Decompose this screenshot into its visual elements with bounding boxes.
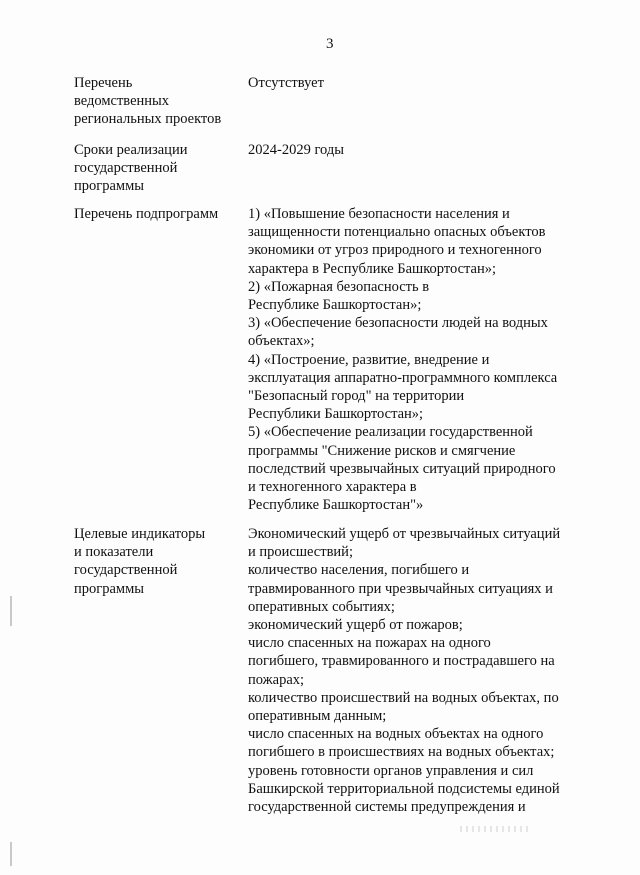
- value-line: пожарах;: [248, 671, 305, 688]
- value-line: Башкирской территориальной подсистемы единой: [248, 780, 560, 797]
- value-line: уровень готовности органов управления и сил: [248, 762, 534, 779]
- value-line: эксплуатация аппаратно-программного комплекса: [248, 369, 558, 386]
- value-line: "Безопасный город" на территории: [248, 388, 465, 405]
- value-line: последствий чрезвычайных ситуаций природного: [248, 460, 556, 477]
- label-line: Перечень подпрограмм: [74, 206, 219, 222]
- value-line: число спасенных на пожарах на одного: [248, 635, 491, 652]
- value-line: характера в Республике Башкортостан»;: [248, 260, 496, 277]
- value-line: экономический ущерб от пожаров;: [248, 617, 463, 634]
- row-label: [74, 74, 244, 129]
- value-line: 5) «Обеспечение реализации государственной: [248, 424, 533, 441]
- label-line: Перечень: [74, 75, 133, 91]
- row-value: [248, 205, 608, 514]
- row-label: [74, 525, 244, 598]
- value-line: погибшего в происшествиях на водных объектах;: [248, 744, 555, 761]
- scan-noise: [460, 826, 530, 832]
- row-label: [74, 141, 244, 196]
- value-line: травмированного при чрезвычайных ситуациях и: [248, 580, 553, 597]
- label-line: и показатели: [74, 544, 154, 561]
- value-line: программы "Снижение рисков и смягчение: [248, 442, 516, 459]
- label-line: региональных проектов: [74, 111, 222, 128]
- label-line: государственной: [74, 562, 178, 579]
- row-label: [74, 205, 244, 223]
- value-line: экономики от угроз природного и техногенного: [248, 242, 542, 259]
- value-line: Республики Башкортостан»;: [248, 406, 424, 423]
- value-line: 1) «Повышение безопасности населения и: [248, 206, 510, 222]
- value-line: погибшего, травмированного и пострадавшего на: [248, 653, 555, 670]
- row-value: [248, 525, 608, 816]
- label-line: программы: [74, 580, 144, 597]
- value-line: 2024-2029 годы: [248, 142, 344, 158]
- value-line: и техногенного характера в: [248, 479, 417, 496]
- value-line: объектах»;: [248, 333, 315, 350]
- scan-edge-mark: [10, 596, 12, 626]
- label-line: Сроки реализации: [74, 142, 188, 158]
- value-line: Республике Башкортостан»;: [248, 297, 422, 314]
- value-line: число спасенных на водных объектах на одного: [248, 726, 544, 743]
- page-number: 3: [326, 36, 334, 52]
- value-line: оперативных событиях;: [248, 598, 395, 615]
- label-line: государственной: [74, 160, 178, 177]
- row-value: [248, 141, 608, 159]
- value-line: защищенности потенциально опасных объектов: [248, 224, 546, 241]
- value-line: и происшествий;: [248, 544, 353, 561]
- value-line: количество населения, погибшего и: [248, 562, 470, 579]
- scan-edge-mark: [10, 842, 12, 866]
- value-line: Экономический ущерб от чрезвычайных ситуаций: [248, 526, 561, 542]
- value-line: 4) «Построение, развитие, внедрение и: [248, 351, 490, 368]
- value-line: Отсутствует: [248, 75, 324, 91]
- label-line: программы: [74, 178, 144, 195]
- label-line: ведомственных: [74, 93, 170, 110]
- label-line: Целевые индикаторы: [74, 526, 206, 542]
- value-line: 2) «Пожарная безопасность в: [248, 278, 430, 295]
- value-line: количество происшествий на водных объектах, по: [248, 689, 559, 706]
- value-line: Республике Башкортостан"»: [248, 497, 424, 514]
- value-line: 3) «Обеспечение безопасности людей на водных: [248, 315, 548, 332]
- row-value: [248, 74, 608, 92]
- value-line: государственной системы предупреждения и: [248, 799, 526, 816]
- value-line: оперативным данным;: [248, 708, 387, 725]
